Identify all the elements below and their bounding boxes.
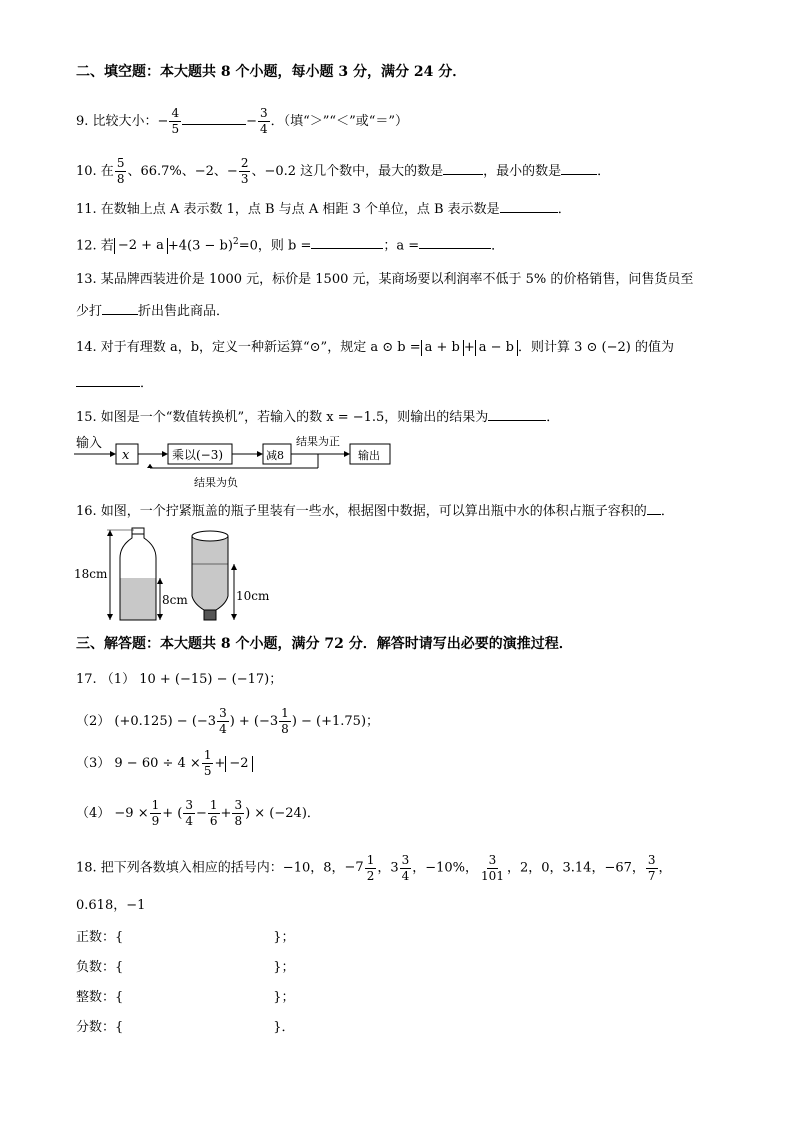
conversion-machine-diagram bbox=[74, 430, 404, 490]
q10-fraction-1: $\frac{5}{8}$ bbox=[116, 156, 125, 186]
section2-heading: 二、填空题：本大题共 8 个小题，每小题 3 分，满分 24 分． bbox=[76, 64, 467, 80]
diagram-positive-label: 结果为正 bbox=[296, 435, 340, 448]
q9-fraction-1: $\frac{4}{5}$ bbox=[171, 106, 180, 136]
q13-answer-blank[interactable] bbox=[102, 300, 138, 315]
question-9: 9. 比较大小：− $\frac{4}{5}$ − $\frac{3}{4}$ ．（填“＞”“＜”或“＝”） bbox=[76, 106, 409, 136]
question-15: 15. 如图是一个“数值转换机”，若输入的数 x = −1.5，则输出的结果为 ． bbox=[76, 406, 559, 428]
label-10cm: 10cm bbox=[236, 589, 270, 603]
question-16: 16. 如图，一个拧紧瓶盖的瓶子里装有一些水，根据图中数据，可以算出瓶中水的体积占瓶子容积的 ． bbox=[76, 500, 674, 522]
diagram-x-label: x bbox=[122, 448, 130, 463]
question-11: 11. 在数轴上点 A 表示数 1，点 B 与点 A 相距 3 个单位，点 B 表示数是 ． bbox=[76, 198, 571, 220]
question-18-line-2: 0.618，−1 bbox=[76, 898, 146, 913]
q9-answer-blank[interactable] bbox=[182, 110, 246, 125]
negative-category: 负数：{ }； bbox=[76, 960, 295, 975]
diagram-minus8-label: 减8 bbox=[266, 449, 284, 462]
label-18cm: 18cm bbox=[74, 567, 108, 581]
q12-a-blank[interactable] bbox=[419, 234, 491, 249]
q9-hint: ．（填“＞”“＜”或“＝”） bbox=[270, 114, 409, 129]
bottle-diagram bbox=[74, 524, 274, 624]
diagram-multiply-label: 乘以(−3) bbox=[172, 448, 224, 462]
question-14-answer-line: ． bbox=[76, 372, 153, 394]
question-18: 18. 把下列各数填入相应的括号内：−10，8， −7 $\frac{1}{2}$ ，3 $\frac{3}{4}$ ，−10%， $\frac{3}{101}$ ，2，0，3.14，−67， $\frac{3}{7}$ ， bbox=[76, 852, 672, 883]
question-17-part-3: （3） 9 − 60 ÷ 4 × $\frac{1}{5}$ + −2 bbox=[76, 746, 253, 782]
q11-answer-blank[interactable] bbox=[500, 198, 558, 213]
question-10: 10. 在 $\frac{5}{8}$ 、66.7%、−2、− $\frac{2}{3}$ 、−0.2 这几个数中，最大的数是 ，最小的数是 ． bbox=[76, 156, 611, 186]
q10-fraction-2: $\frac{2}{3}$ bbox=[240, 156, 249, 186]
q12-b-blank[interactable] bbox=[311, 234, 383, 249]
integer-category: 整数：{ }； bbox=[76, 990, 295, 1005]
q14-answer-blank[interactable] bbox=[76, 372, 140, 387]
question-13-line-1: 13. 某品牌西装进价是 1000 元，标价是 1500 元，某商场要以利润率不低于 5% 的价格销售，问售货员至 bbox=[76, 272, 694, 287]
question-12: 12. 若 $-2 + a +4(3 - b)^2=0$，则 b = ；a = ． bbox=[76, 232, 504, 256]
question-14: 14. 对于有理数 a，b，定义一种新运算“⊙”，规定 a ⊙ b = a + b + a − b ．则计算 3 ⊙ (−2) 的值为 bbox=[76, 340, 674, 355]
diagram-output-label: 输出 bbox=[358, 449, 380, 462]
question-17-part-2: （2） (+0.125) − (−3 $\frac{3}{4}$ ) + (−3 $\frac{1}{8}$ ) − (+1.75)； bbox=[76, 706, 380, 736]
q9-fraction-2: $\frac{3}{4}$ bbox=[260, 106, 268, 136]
label-8cm: 8cm bbox=[162, 593, 188, 607]
positive-category: 正数：{ }； bbox=[76, 930, 295, 945]
diagram-negative-label: 结果为负 bbox=[194, 476, 238, 489]
question-13-line-2: 少打 折出售此商品． bbox=[76, 300, 229, 322]
q10-max-blank[interactable] bbox=[443, 160, 483, 175]
fraction-category: 分数：{ }． bbox=[76, 1020, 295, 1035]
question-17-part-1: 17. （1） 10 + (−15) − (−17)； bbox=[76, 672, 283, 687]
diagram-input-label: 输入 bbox=[76, 436, 103, 451]
section3-heading: 三、解答题：本大题共 8 个小题，满分 72 分．解答时请写出必要的演推过程． bbox=[76, 636, 573, 652]
q16-answer-blank[interactable] bbox=[647, 500, 661, 515]
q12-absolute: −2 + a bbox=[114, 238, 168, 254]
q10-min-blank[interactable] bbox=[561, 160, 597, 175]
q15-answer-blank[interactable] bbox=[488, 406, 546, 421]
question-17-part-4: （4） −9 × $\frac{1}{9}$ + ( $\frac{3}{4}$ − $\frac{1}{6}$ + $\frac{3}{8}$ ) × (−24)． bbox=[76, 798, 320, 828]
q9-label: 9. 比较大小： bbox=[76, 114, 158, 129]
